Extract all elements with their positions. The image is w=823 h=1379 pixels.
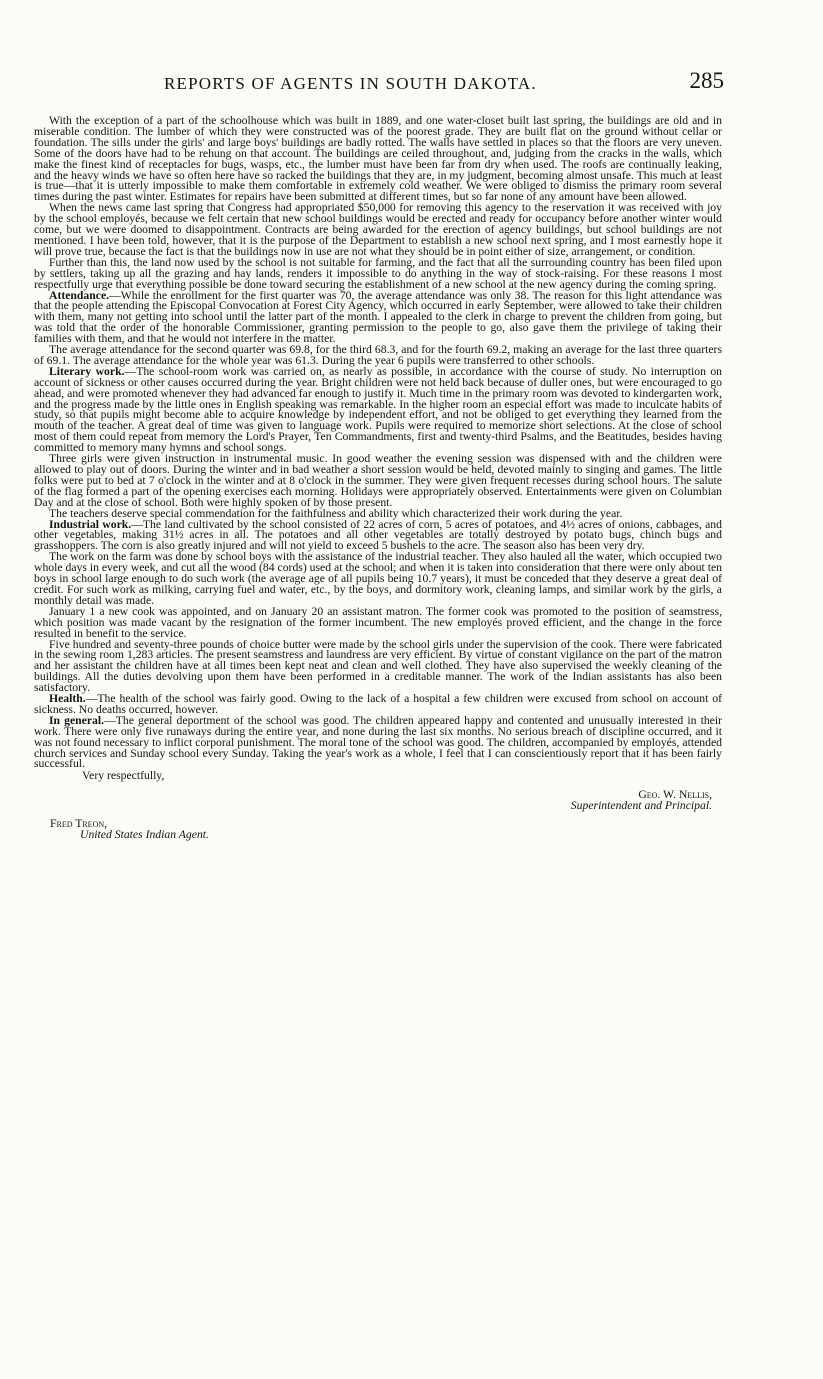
document-page [34, 68, 722, 841]
section-heading: In general. [49, 713, 105, 727]
section-heading: Literary work. [49, 364, 125, 378]
paragraph-industrial-work: Industrial work.—The land cultivated by the school consisted of 22 acres of corn, 5 acres of potatoes, and 4½ acres of onions, cabbages, and other vegetables, making 31½ acres in all. The potatoes and all other vegetables are totally destroyed by potato bugs, chinch bugs and grasshoppers. The corn is also greatly injured and will not yield to exceed 5 bushels to the acre. The season also has been very dry. [34, 517, 722, 553]
section-heading: Attendance. [49, 288, 110, 302]
paragraph-literary-work: Literary work.—The school-room work was carried on, as nearly as possible, in accordance with the course of study. No interruption on account of sickness or other causes occurred during the year. Bright children were not held back because of duller ones, but were encouraged to go ahead, and were promoted whenever they had advanced far enough to justify it. Much time in the primary room was devoted to kindergarten work, and the progress made by the little ones in English speaking was remarkable. In the higher room an especial effort was made to inculcate habits of study, so that pupils might become able to acquire knowledge by independent effort, and not be obliged to get everything they learned from the mouth of the teacher. A great deal of time was given to language work. Pupils were required to memorize short selections. At the close of school most of them could repeat from memory the Lord's Prayer, Ten Commandments, first and twenty-third Psalms, and the Beatitudes, besides having committed to memory many hymns and school songs. [34, 364, 723, 455]
paragraph: Three girls were given instruction in instrumental music. In good weather the evening session was dispensed with and the children were allowed to play out of doors. During the winter and in bad weather a short session would be held, devoted mainly to singing and games. The little folks were put to bed at 7 o'clock in the winter and at 8 o'clock in the summer. They were given frequent recesses during school hours. The salute of the flag formed a part of the opening exercises each morning. Holidays were appropriately observed. Entertainments were given on Columbian Day and at the close of school. Both were highly spoken of by those present. [34, 452, 722, 509]
signature-title: Superintendent and Principal. [570, 799, 712, 813]
running-title: REPORTS OF AGENTS IN SOUTH DAKOTA. [164, 74, 537, 93]
paragraph-attendance: Attendance.—While the enrollment for the first quarter was 70, the average attendance was only 38. The reason for this light attendance was that the people attending the Episcopal Convocation at Forest City Agency, which occurred in early September, were allowed to take their children with them, many not getting into school until the latter part of the month. I appealed to the clerk in charge to prevent the children from going, but was told that the order of the honorable Commissioner, granting permission to the people to go, also gave them the privilege of taking their families with them, and that he would not interfere in the matter. [34, 288, 722, 346]
signature-name: Geo. W. Nellis, [638, 787, 712, 801]
paragraph: The average attendance for the second quarter was 69.8, for the third 68.3, and for the fourth 69.2, making an average for the last three quarters of 69.1. The average attendance for the whole year was 61.3. During the year 6 pupils were transferred to other schools. [34, 343, 722, 367]
paragraph: When the news came last spring that Congress had appropriated $50,000 for removing this agency to the reservation it was received with joy by the school employés, because we felt certain that new school buildings would be erected and ready for occupancy before another winter would come, but we were doomed to disappointment. Contracts are being awarded for the erection of agency buildings, but school buildings are not mentioned. I have been told, however, that it is the purpose of the Department to establish a new school next spring, and I most earnestly hope it will prove true, because the fact is that the buildings now in use are not what they should be in point either of size, arrangement, or condition. [34, 201, 722, 258]
addressee-title: United States Indian Agent. [80, 828, 209, 842]
paragraph: January 1 a new cook was appointed, and on January 20 an assistant matron. The former cook was promoted to the position of seamstress, which position was made vacant by the resignation of the former incumbent. The new employés proved efficient, and the change in the force resulted in benefit to the service. [34, 604, 722, 640]
paragraph: The teachers deserve special commendation for the faithfulness and ability which characterized their work during the year. [49, 506, 623, 520]
page-number: 285 [689, 68, 724, 93]
section-heading: Health. [49, 692, 86, 706]
addressee-block [34, 818, 722, 841]
closing-salutation: Very respectfully, [82, 769, 165, 783]
report-body [34, 116, 722, 770]
paragraph: Five hundred and seventy-three pounds of choice butter were made by the school girls under the supervision of the cook. There were fabricated in the sewing room 1,283 articles. The present seamstress and laundress are very efficient. By virtue of constant vigilance on the part of the matron and her assistant the children have at all times been kept neat and clean and well clothed. They have also supervised the weekly cleaning of the buildings. All the duties devolving upon them have been performed in a creditable manner. The work of the Indian assistants has also been satisfactory. [34, 637, 722, 695]
section-heading: Industrial work. [49, 517, 132, 531]
paragraph-in-general: In general.—The general deportment of the school was good. The children appeared happy and contented and unusually interested in their work. There were only five runaways during the entire year, and none during the last six months. No serious breach of discipline occurred, and it was not found necessary to inflict corporal punishment. The moral tone of the school was good. The children, accompanied by employés, attended church services and Sunday school every Sunday. Taking the year's work as a whole, I feel that I can conscientiously report that it has been fairly successful. [34, 713, 722, 771]
paragraph: With the exception of a part of the schoolhouse which was built in 1889, and one water-closet built last spring, the buildings are old and in miserable condition. The lumber of which they were constructed was of the poorest grade. They are built flat on the ground without cellar or foundation. The sills under the girls' and large boys' buildings are badly rotted. The walls have settled in places so that the floors are very uneven. Some of the doors have had to be rehung on that account. The buildings are ceiled throughout, and, judging from the cracks in the walls, which make the finest kind of receptacles for bugs, wasps, etc., the lumber must have been far from dry when used. The roofs are continually leaking, and the heavy winds we have so often here have so racked the buildings that they are, in my judgment, becoming almost unsafe. This much at least is true—that it is utterly impossible to make them comfortable in extremely cold weather. We were obliged to dismiss the primary room several times during the past winter. Estimates for repairs have been submitted at different times, but so far none of any amount have been allowed. [34, 114, 722, 204]
signature-block [34, 789, 722, 812]
addressee-name: Fred Treon, [50, 816, 108, 830]
paragraph: Further than this, the land now used by the school is not suitable for farming, and the fact that all the surrounding country has been filed upon by settlers, taking up all the grazing and hay lands, renders it impossible to do anything in the way of stock-raising. For these reasons I most respectfully urge that everything possible be done toward securing the establishment of a new school at the new agency during the coming spring. [34, 255, 722, 291]
closing-block [34, 770, 722, 841]
paragraph-health: Health.—The health of the school was fairly good. Owing to the lack of a hospital a few children were excused from school on account of sickness. No deaths occurred, however. [34, 692, 722, 716]
page-header [34, 68, 722, 102]
paragraph: The work on the farm was done by school boys with the assistance of the industrial teacher. They also hauled all the water, which occupied two whole days in every week, and cut all the wood (84 cords) used at the school; and when it is taken into consideration that there were only about ten boys in school large enough to do such work (the average age of all pupils being 10.7 years), it must be conceded that they deserve a great deal of credit. For such work as milking, carrying fuel and water, etc., by the boys, and dormitory work, cleaning lamps, and similar work by the girls, a monthly detail was made. [34, 550, 722, 607]
